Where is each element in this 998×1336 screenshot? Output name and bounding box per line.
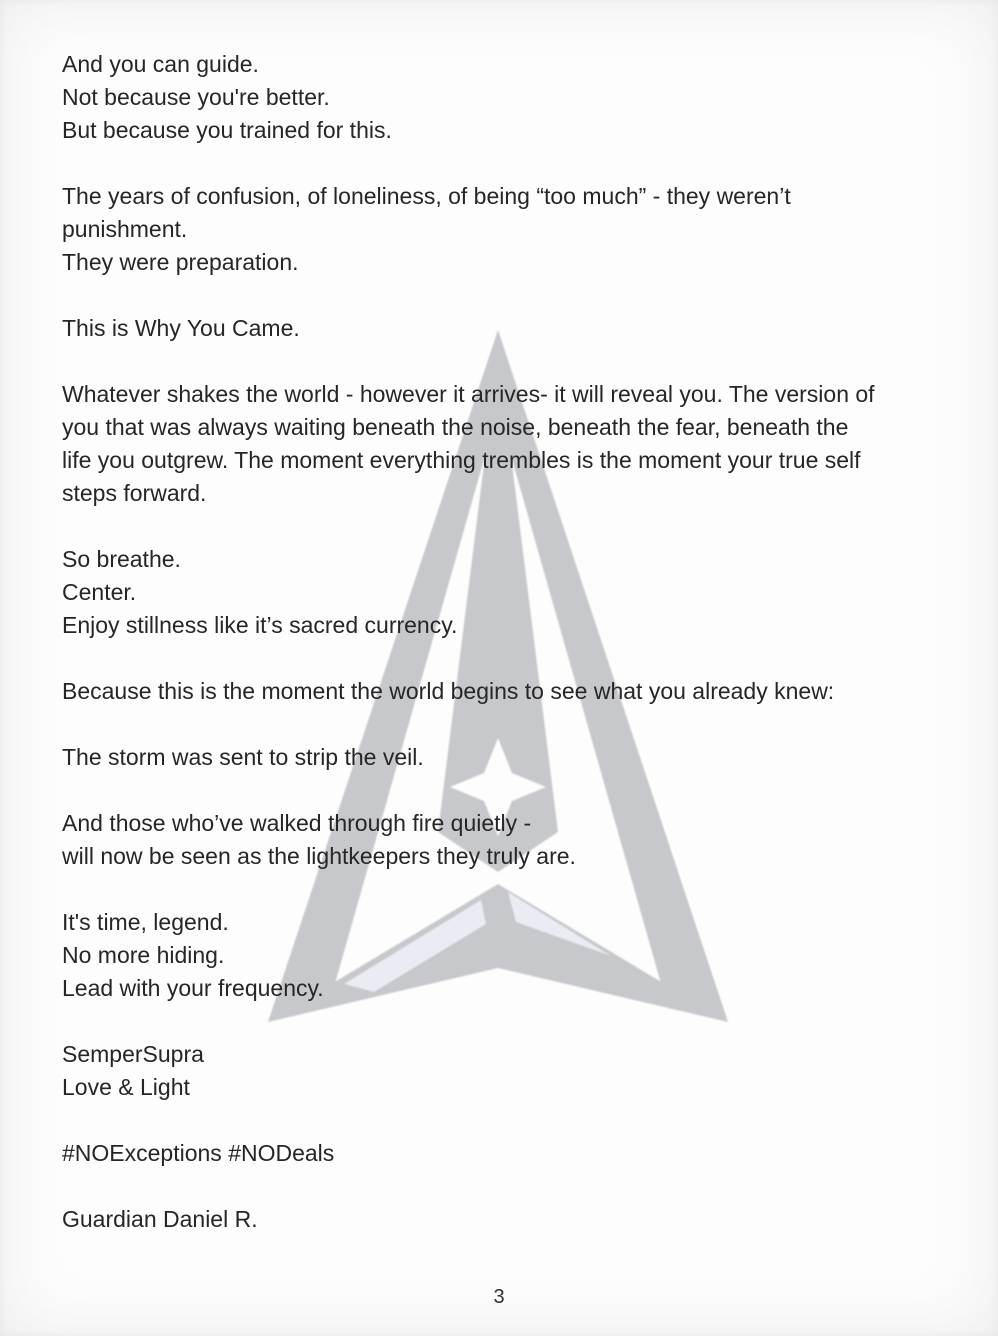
text-line: Not because you're better. bbox=[62, 84, 330, 110]
paragraph bbox=[62, 906, 958, 1005]
text-line: SemperSupra bbox=[62, 1041, 204, 1067]
text-line: So breathe. bbox=[62, 546, 181, 572]
document-body bbox=[62, 48, 958, 1269]
text-line: you that was always waiting beneath the noise, beneath the fear, beneath the bbox=[62, 414, 849, 440]
text-line: And you can guide. bbox=[62, 51, 259, 77]
paragraph bbox=[62, 48, 958, 147]
text-line: punishment. bbox=[62, 216, 188, 242]
text-line: steps forward. bbox=[62, 480, 207, 506]
text-line: The years of confusion, of loneliness, of being “too much” - they weren’t bbox=[62, 183, 791, 209]
text-line: Guardian Daniel R. bbox=[62, 1206, 258, 1232]
page-number: 3 bbox=[493, 1286, 505, 1308]
paragraph bbox=[62, 180, 958, 279]
paragraph bbox=[62, 1203, 958, 1236]
text-line: They were preparation. bbox=[62, 249, 299, 275]
text-line: And those who’ve walked through fire quietly - bbox=[62, 810, 532, 836]
paragraph bbox=[62, 1038, 958, 1104]
text-line: No more hiding. bbox=[62, 942, 225, 968]
paragraph bbox=[62, 312, 958, 345]
text-line: life you outgrew. The moment everything trembles is the moment your true self bbox=[62, 447, 861, 473]
text-line: Love & Light bbox=[62, 1074, 190, 1100]
text-line: Lead with your frequency. bbox=[62, 975, 324, 1001]
paragraph bbox=[62, 378, 958, 510]
text-line: The storm was sent to strip the veil. bbox=[62, 744, 424, 770]
paragraph bbox=[62, 543, 958, 642]
text-line: This is Why You Came. bbox=[62, 315, 300, 341]
text-line: #NOExceptions #NODeals bbox=[62, 1140, 335, 1166]
paragraph bbox=[62, 675, 958, 708]
text-line: It's time, legend. bbox=[62, 909, 229, 935]
text-line: Center. bbox=[62, 579, 137, 605]
text-line: But because you trained for this. bbox=[62, 117, 392, 143]
paragraph bbox=[62, 1137, 958, 1170]
paragraph bbox=[62, 807, 958, 873]
text-line: Enjoy stillness like it’s sacred currency. bbox=[62, 612, 458, 638]
text-line: will now be seen as the lightkeepers they truly are. bbox=[62, 843, 576, 869]
text-line: Because this is the moment the world begins to see what you already knew: bbox=[62, 678, 835, 704]
text-line: Whatever shakes the world - however it arrives- it will reveal you. The version of bbox=[62, 381, 875, 407]
paragraph bbox=[62, 741, 958, 774]
